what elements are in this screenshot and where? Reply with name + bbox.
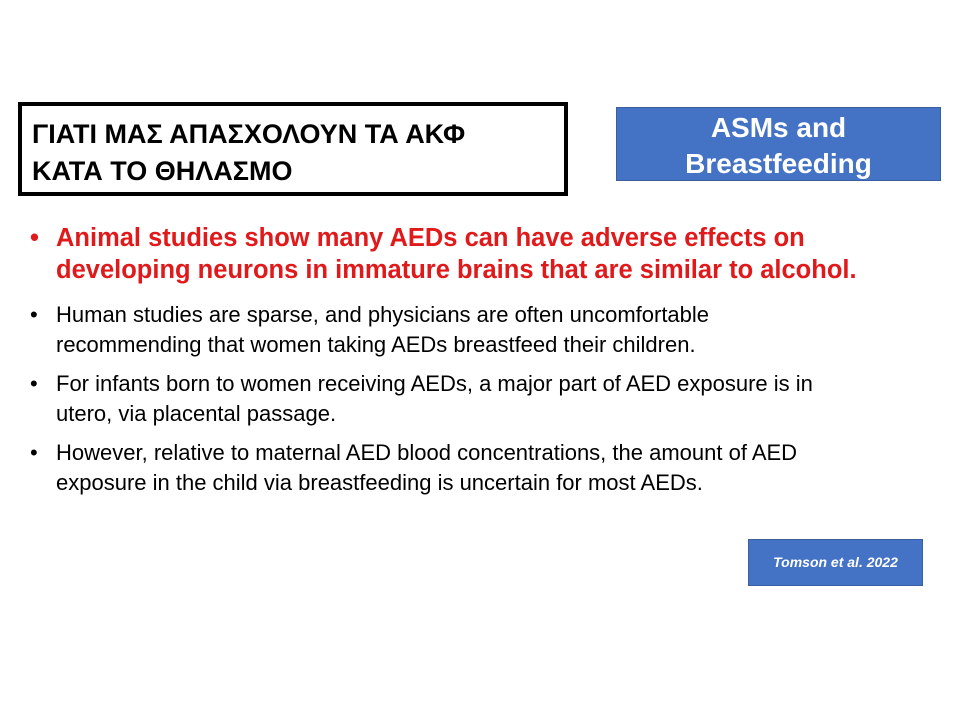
bullet-line: Human studies are sparse, and physicians are often uncomfortable [56, 302, 710, 327]
bullet-dot: • [30, 371, 38, 396]
bullet-item-breastfeeding-exposure [30, 438, 942, 498]
bullet-list [30, 222, 942, 507]
citation-text: Tomson et al. 2022 [773, 554, 898, 570]
bullet-line: However, relative to maternal AED blood concentrations, the amount of AED [56, 440, 798, 465]
bullet-dot: • [30, 302, 38, 327]
bullet-item-human-studies [30, 300, 942, 360]
bullet-line: exposure in the child via breastfeeding is uncertain for most AEDs. [56, 470, 703, 495]
bullet-line: developing neurons in immature brains that are similar to alcohol. [56, 256, 857, 284]
topic-tag-box [616, 107, 941, 181]
bullet-item-in-utero-exposure [30, 369, 942, 429]
bullet-line: utero, via placental passage. [56, 401, 337, 426]
topic-tag-line-2: Breastfeeding [685, 148, 872, 179]
topic-tag-line-1: ASMs and [710, 112, 847, 143]
bullet-item-animal-studies [30, 222, 942, 286]
bullet-line: recommending that women taking AEDs breastfeed their children. [56, 332, 696, 357]
bullet-dot: • [30, 224, 39, 252]
bullet-dot: • [30, 440, 38, 465]
slide-title-box [18, 102, 568, 196]
slide-title-line-2: ΚΑΤΑ ΤΟ ΘΗΛΑΣΜΟ [32, 156, 293, 186]
bullet-line: For infants born to women receiving AEDs, a major part of AED exposure is in [56, 371, 813, 396]
slide-title-line-1: ΓΙΑΤΙ ΜΑΣ ΑΠΑΣΧΟΛΟΥΝ ΤΑ ΑΚΦ [32, 119, 466, 149]
citation-box [748, 539, 923, 586]
bullet-line: Animal studies show many AEDs can have adverse effects on [56, 224, 805, 252]
